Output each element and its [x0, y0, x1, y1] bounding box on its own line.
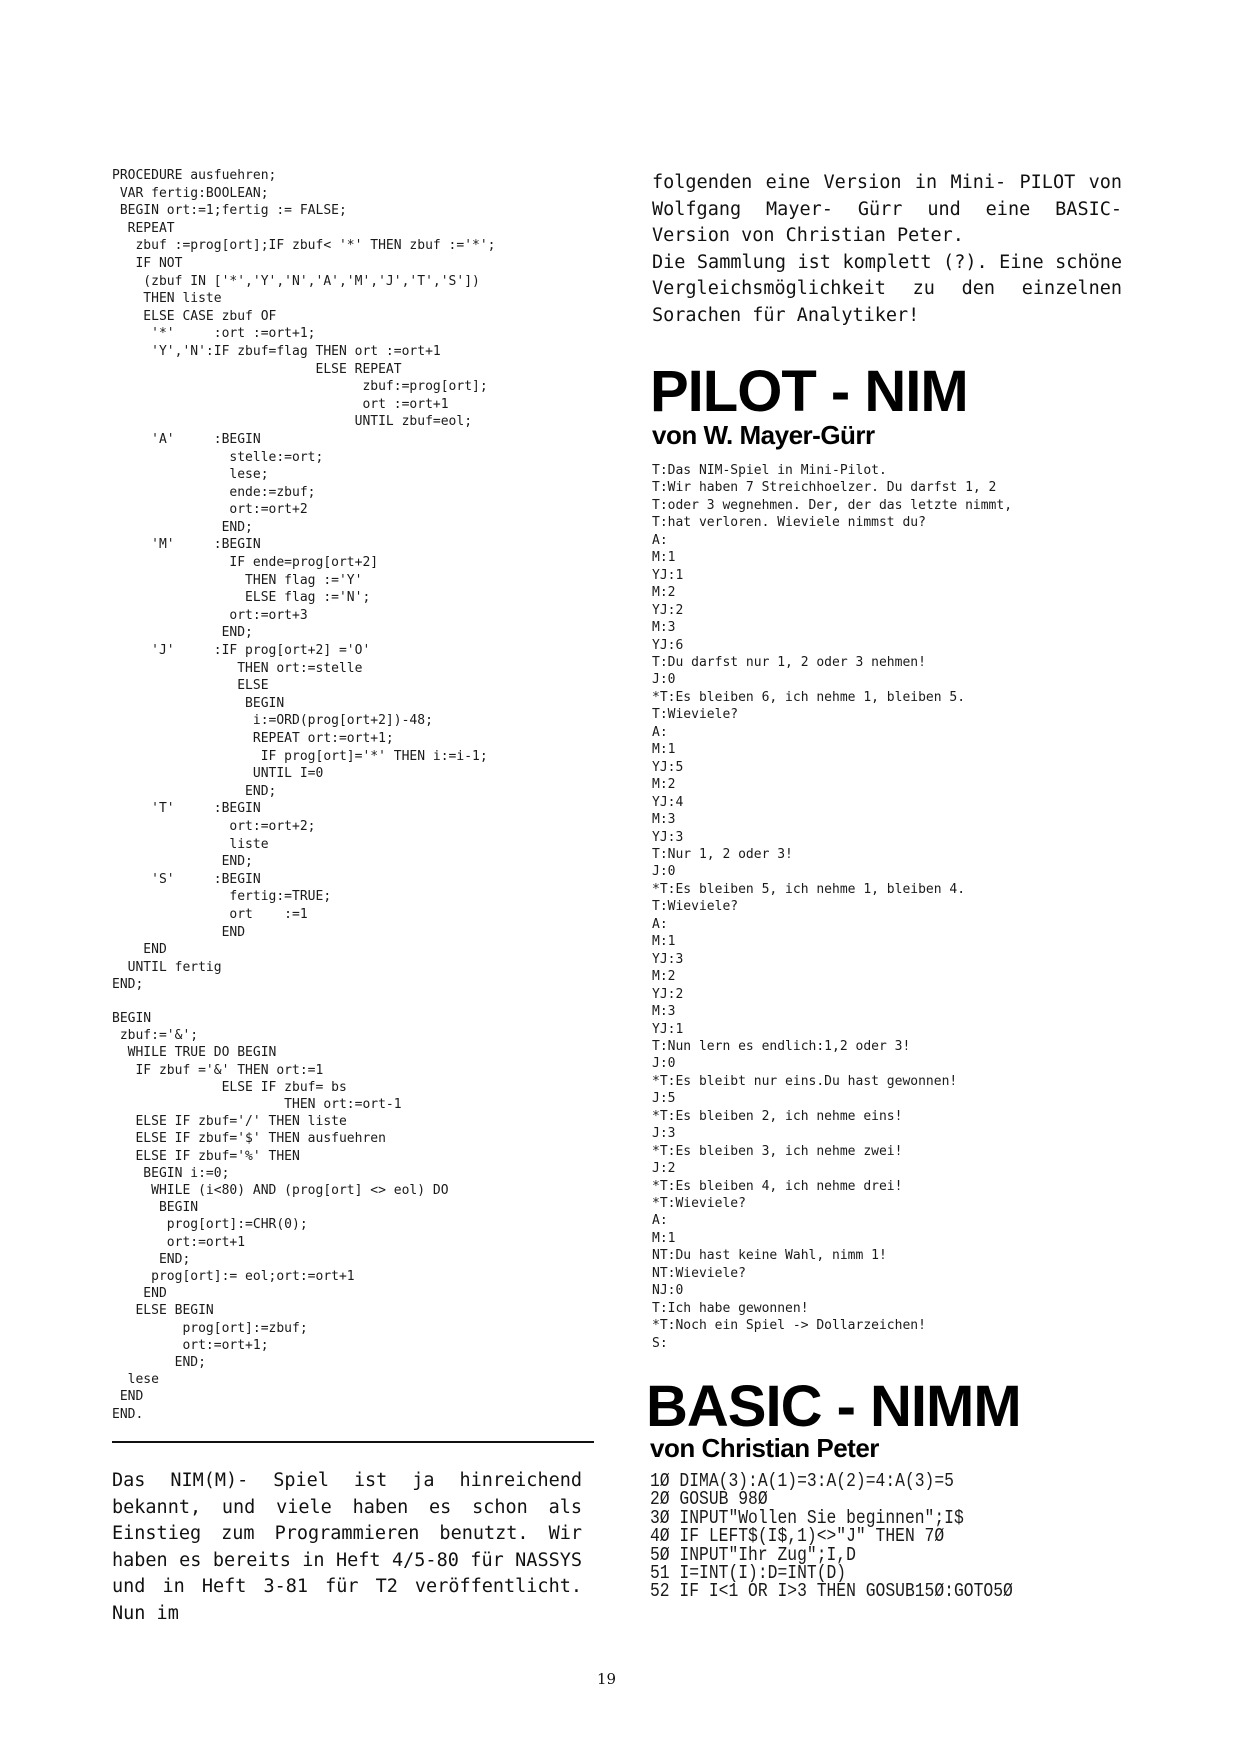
intro-paragraph-right: folgenden eine Version in Mini- PILOT von Wolfgang Mayer- Gürr und eine BASIC-Version von Christian Peter. Die Sammlung ist komplett (?). Eine schöne Vergleichsmöglichkeit zu den einzelnen Sorachen für Analytiker! [652, 172, 1122, 326]
pascal-main-listing: BEGIN zbuf:='&'; WHILE TRUE DO BEGIN IF zbuf ='&' THEN ort:=1 ELSE IF zbuf= bs THEN ort:=ort-1 ELSE IF zbuf='/' THEN liste ELSE IF zbuf='$' THEN ausfuehren ELSE IF zbuf='%' THEN BEGIN i:=0; WHILE (i<80) AND (prog[ort] <> eol) DO BEGIN prog[ort]:=CHR(0); ort:=ort+1 END; prog[ort]:= eol;ort:=ort+1 END ELSE BEGIN prog[ort]:=zbuf; ort:=ort+1; END; lese END END. [112, 1011, 449, 1422]
basic-listing: 1Ø DIMA(3):A(1)=3:A(2)=4:A(3)=5 2Ø GOSUB 98Ø 3Ø INPUT"Wollen Sie beginnen";I$ 4Ø IF LEFT$(I$,1)<>"J" THEN 7Ø 5Ø INPUT"Ihr Zug";I,D 51 I=INT(I):D=INT(D) 52 IF I<1 OR I>3 THEN GOSUB15Ø:GOTO5Ø [650, 1470, 1013, 1603]
pilot-nim-heading: PILOT - NIM [650, 359, 968, 424]
basic-nimm-heading: BASIC - NIMM [646, 1374, 1021, 1439]
basic-nimm-author: von Christian Peter [650, 1433, 879, 1463]
pilot-listing: T:Das NIM-Spiel in Mini-Pilot. T:Wir haben 7 Streichhoelzer. Du darfst 1, 2 T:oder 3 wegnehmen. Der, der das letzte nimmt, T:hat verloren. Wieviele nimmst du? A: M:1 YJ:1 M:2 YJ:2 M:3 YJ:6 T:Du darfst nur 1, 2 oder 3 nehmen! J:0 *T:Es bleiben 6, ich nehme 1, bleiben 5. T:Wieviele? A: M:1 YJ:5 M:2 YJ:4 M:3 YJ:3 T:Nur 1, 2 oder 3! J:0 *T:Es bleiben 5, ich nehme 1, bleiben 4. T:Wieviele? A: M:1 YJ:3 M:2 YJ:2 M:3 YJ:1 T:Nun lern es endlich:1,2 oder 3! J:0 *T:Es bleibt nur eins.Du hast gewonnen! J:5 *T:Es bleiben 2, ich nehme eins! J:3 *T:Es bleiben 3, ich nehme zwei! J:2 *T:Es bleiben 4, ich nehme drei! *T:Wieviele? A: M:1 NT:Du hast keine Wahl, nimm 1! NT:Wieviele? NJ:0 T:Ich habe gewonnen! *T:Noch ein Spiel -> Dollarzeichen! S: [652, 463, 1013, 1351]
intro-paragraph-left: Das NIM(M)- Spiel ist ja hinreichend bekannt, und viele haben es schon als Einstieg zum Programmieren benutzt. Wir haben es bereits in Heft 4/5-80 für NASSYS und in Heft 3-81 für T2 veröffentlicht. Nun im [112, 1470, 582, 1624]
page-number: 19 [597, 1670, 617, 1688]
column-divider-rule [112, 1441, 594, 1443]
pilot-nim-author: von W. Mayer-Gürr [652, 420, 875, 450]
pascal-procedure-listing: PROCEDURE ausfuehren; VAR fertig:BOOLEAN; BEGIN ort:=1;fertig := FALSE; REPEAT zbuf :=prog[ort];IF zbuf< '*' THEN zbuf :='*'; IF NOT (zbuf IN ['*','Y','N','A','M','J','T','S']) THEN liste ELSE CASE zbuf OF '*' :ort :=ort+1; 'Y','N':IF zbuf=flag THEN ort :=ort+1 ELSE REPEAT zbuf:=prog[ort]; ort :=ort+1 UNTIL zbuf=eol; 'A' :BEGIN stelle:=ort; lese; ende:=zbuf; ort:=ort+2 END; 'M' :BEGIN IF ende=prog[ort+2] THEN flag :='Y' ELSE flag :='N'; ort:=ort+3 END; 'J' :IF prog[ort+2] ='O' THEN ort:=stelle ELSE BEGIN i:=ORD(prog[ort+2])-48; REPEAT ort:=ort+1; IF prog[ort]='*' THEN i:=i-1; UNTIL I=0 END; 'T' :BEGIN ort:=ort+2; liste END; 'S' :BEGIN fertig:=TRUE; ort :=1 END END UNTIL fertig END; [112, 168, 496, 993]
